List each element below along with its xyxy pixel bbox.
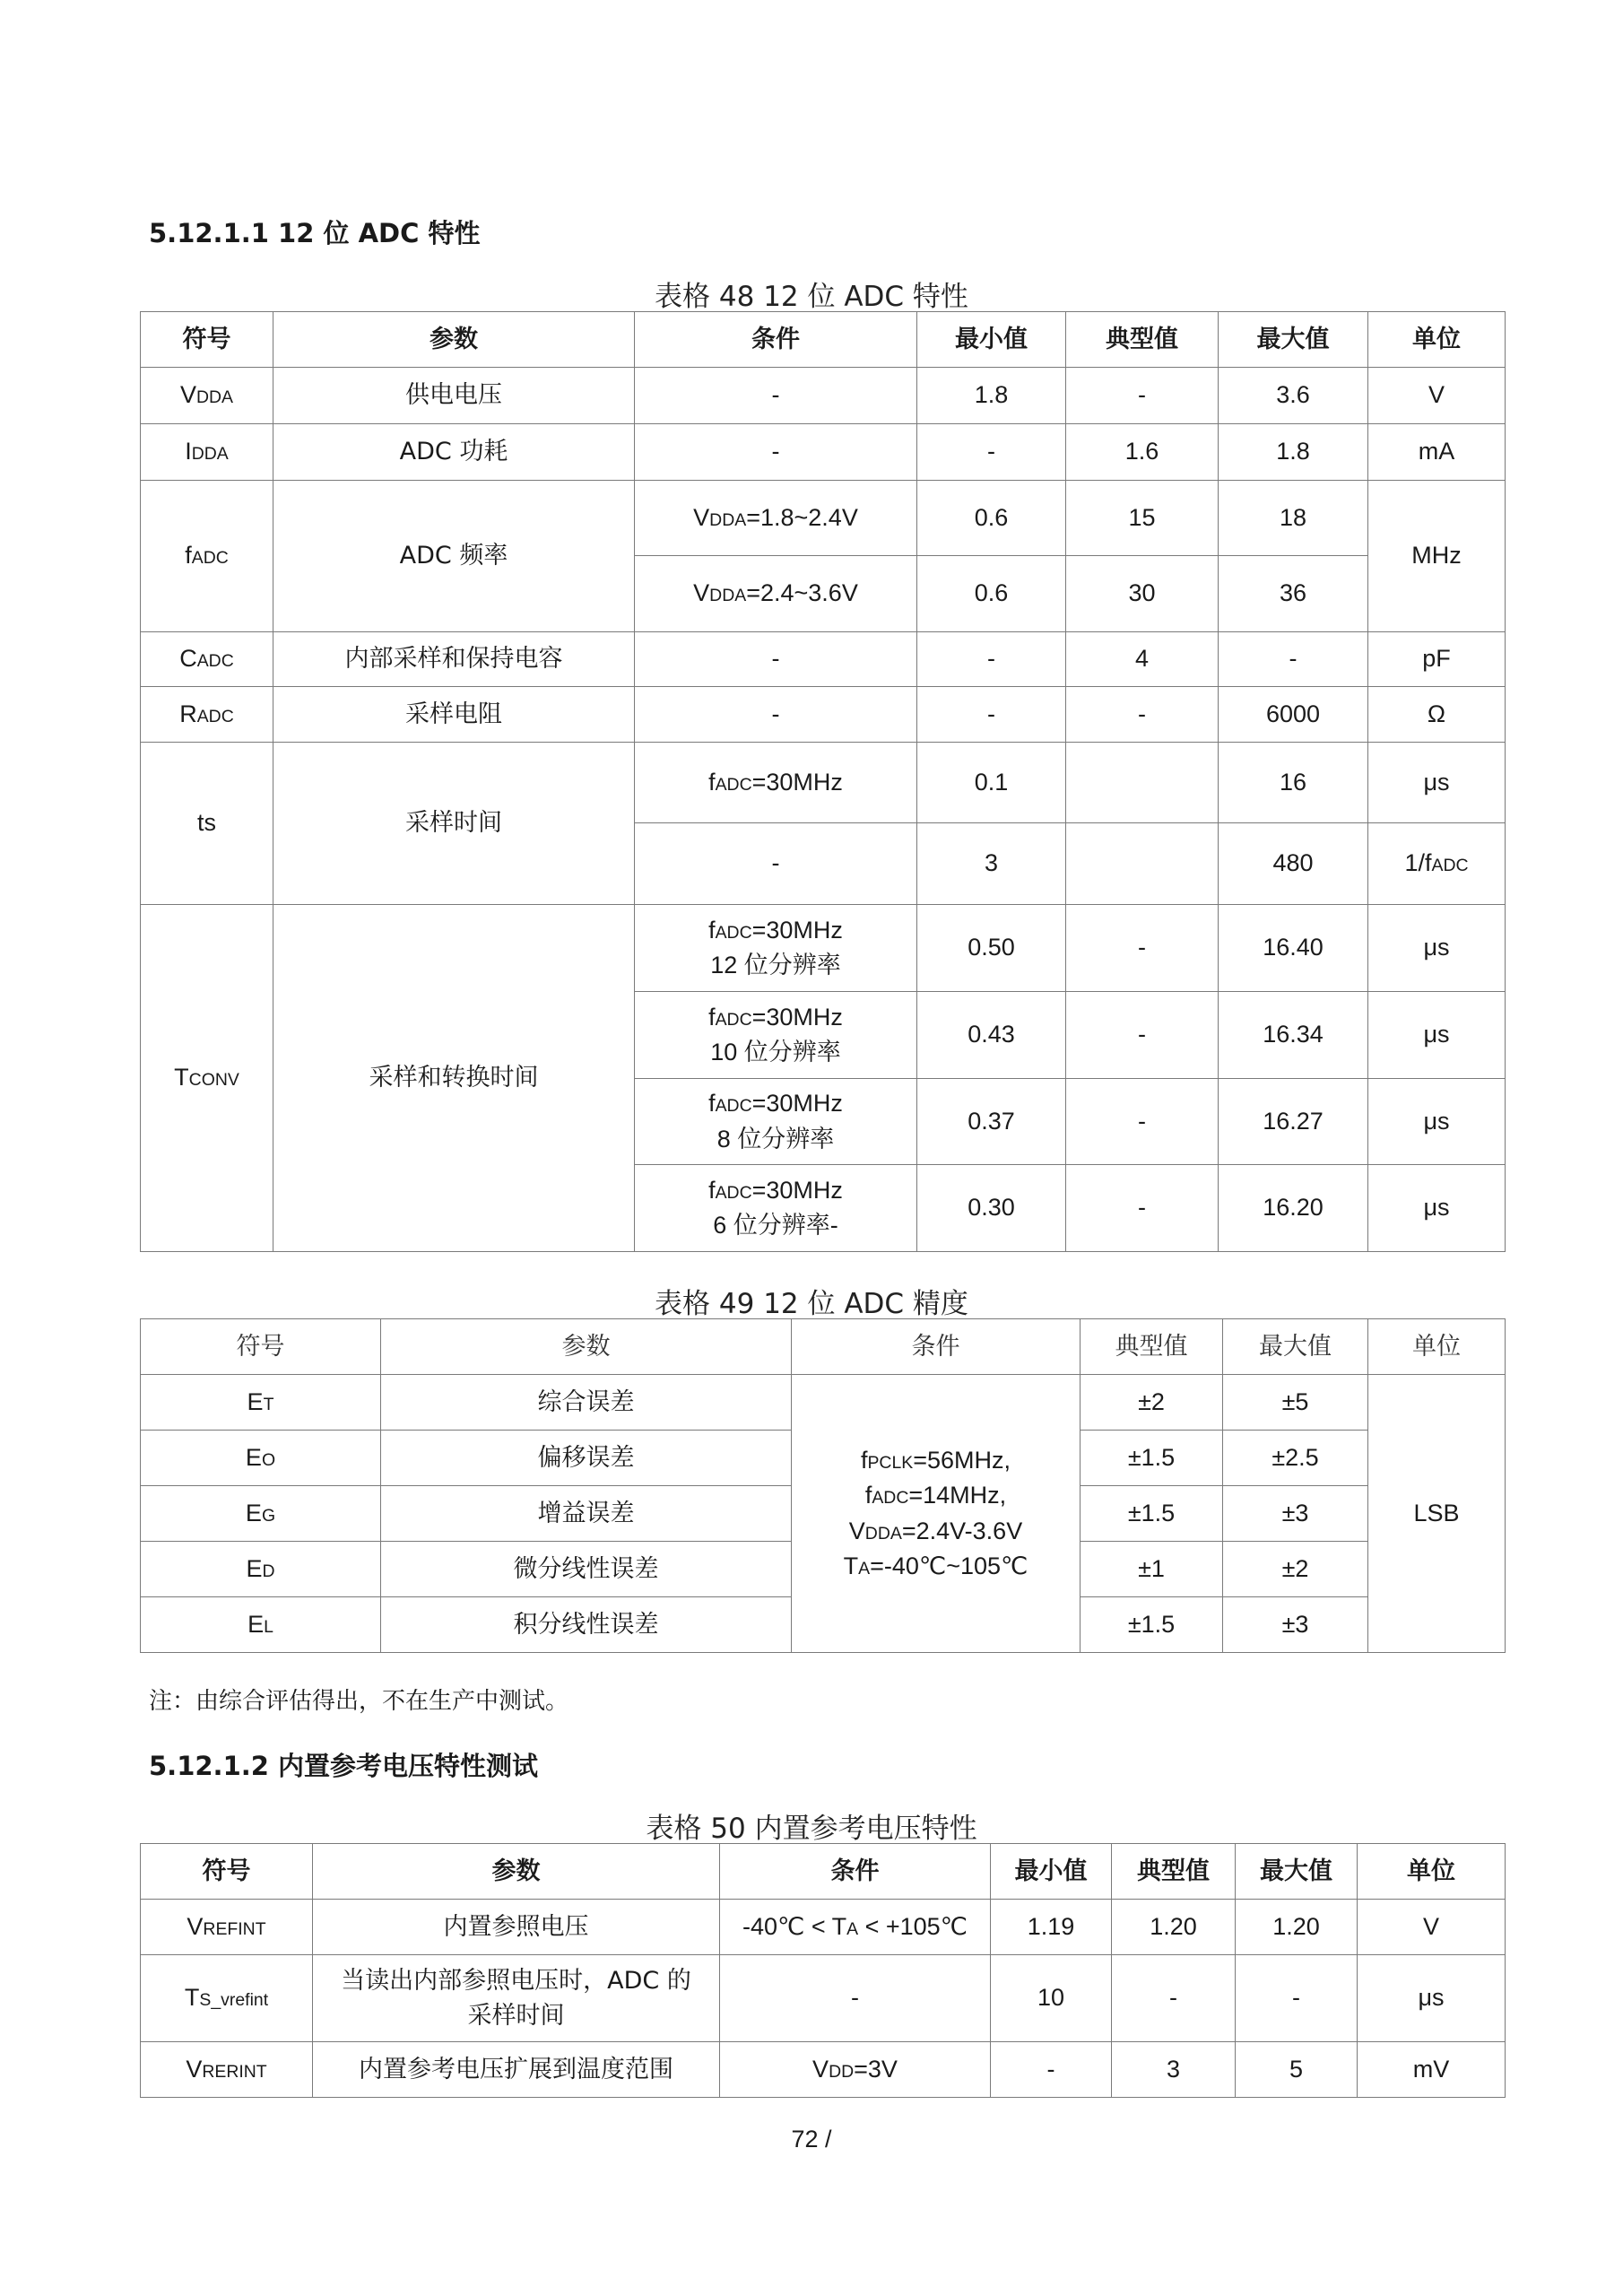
table-row [141,1900,1506,1955]
condition-cell: - [635,424,917,481]
symbol-cell: CADC [141,632,273,687]
typ-cell: ±1.5 [1081,1486,1223,1542]
condition-cell: - [720,1955,991,2042]
min-cell: 0.50 [917,905,1066,992]
condition-cell: -40℃ < TA < +105℃ [720,1900,991,1955]
col-header-condition: 条件 [635,312,917,368]
parameter-cell: 采样时间 [273,743,635,905]
table-note: 注：由综合评估得出，不在生产中测试。 [149,1688,569,1715]
table-row [141,481,1506,556]
condition-cell: fPCLK=56MHz, fADC=14MHz, VDDA=2.4V-3.6V TA=-40℃~105℃ [792,1375,1081,1653]
symbol-cell: VDDA [141,368,273,424]
col-header-condition: 条件 [792,1319,1081,1375]
typ-cell: 15 [1066,481,1219,556]
unit-cell: Ω [1368,687,1506,743]
symbol-cell: fADC [141,481,273,632]
max-cell: 480 [1219,823,1368,905]
page-number: 72 / [791,2126,832,2152]
col-header-unit: 单位 [1368,312,1506,368]
typ-cell: 30 [1066,556,1219,632]
min-cell: 0.37 [917,1079,1066,1165]
max-cell: 1.20 [1236,1900,1358,1955]
typ-cell: 1.6 [1066,424,1219,481]
col-header-parameter: 参数 [313,1844,720,1900]
unit-cell: μs [1358,1955,1506,2042]
typ-cell: 1.20 [1112,1900,1236,1955]
table-49-adc-accuracy [140,1318,1506,1653]
condition-cell: VDD=3V [720,2042,991,2098]
condition-cell: - [635,368,917,424]
unit-cell: LSB [1368,1375,1506,1653]
parameter-cell: 内置参考电压扩展到温度范围 [313,2042,720,2098]
max-cell: 16.20 [1219,1165,1368,1252]
condition-cell: VDDA=2.4~3.6V [635,556,917,632]
unit-cell: mV [1358,2042,1506,2098]
symbol-cell: TS_vrefint [141,1955,313,2042]
typ-cell: - [1066,992,1219,1079]
unit-cell: μs [1368,743,1506,823]
parameter-cell: ADC 频率 [273,481,635,632]
col-header-max: 最大值 [1219,312,1368,368]
max-cell: 16.40 [1219,905,1368,992]
col-header-min: 最小值 [917,312,1066,368]
max-cell: ±3 [1223,1597,1368,1653]
unit-cell: μs [1368,905,1506,992]
max-cell: ±3 [1223,1486,1368,1542]
parameter-cell: 偏移误差 [381,1431,792,1486]
typ-cell [1066,743,1219,823]
max-cell: 16 [1219,743,1368,823]
min-cell: 0.30 [917,1165,1066,1252]
table-row [141,1955,1506,2042]
table-header-row [141,1844,1506,1900]
condition-cell: fADC=30MHz 12 位分辨率 [635,905,917,992]
section-heading-adc: 5.12.1.1 12 位 ADC 特性 [149,218,481,248]
table-row [141,368,1506,424]
parameter-cell: ADC 功耗 [273,424,635,481]
col-header-symbol: 符号 [141,312,273,368]
col-header-typ: 典型值 [1066,312,1219,368]
max-cell: 18 [1219,481,1368,556]
parameter-cell: 积分线性误差 [381,1597,792,1653]
condition-cell: fADC=30MHz 10 位分辨率 [635,992,917,1079]
condition-cell: - [635,823,917,905]
min-cell: 0.6 [917,481,1066,556]
col-header-min: 最小值 [991,1844,1112,1900]
table-row [141,743,1506,823]
condition-cell: fADC=30MHz 6 位分辨率- [635,1165,917,1252]
symbol-cell: ET [141,1375,381,1431]
condition-cell: - [635,687,917,743]
max-cell: ±2.5 [1223,1431,1368,1486]
max-cell: 36 [1219,556,1368,632]
col-header-condition: 条件 [720,1844,991,1900]
condition-cell: VDDA=1.8~2.4V [635,481,917,556]
table-row [141,424,1506,481]
col-header-max: 最大值 [1223,1319,1368,1375]
unit-cell: 1/fADC [1368,823,1506,905]
condition-cell: fADC=30MHz [635,743,917,823]
section-heading-vrefint: 5.12.1.2 内置参考电压特性测试 [149,1751,539,1781]
typ-cell: - [1066,1079,1219,1165]
typ-cell: - [1066,368,1219,424]
unit-cell: μs [1368,1165,1506,1252]
parameter-cell: 增益误差 [381,1486,792,1542]
typ-cell: - [1066,1165,1219,1252]
max-cell: 5 [1236,2042,1358,2098]
max-cell: ±5 [1223,1375,1368,1431]
symbol-cell: IDDA [141,424,273,481]
parameter-cell: 微分线性误差 [381,1542,792,1597]
parameter-cell: 采样电阻 [273,687,635,743]
min-cell: 10 [991,1955,1112,2042]
symbol-cell: ED [141,1542,381,1597]
typ-cell: ±2 [1081,1375,1223,1431]
max-cell: 16.34 [1219,992,1368,1079]
typ-cell: ±1 [1081,1542,1223,1597]
symbol-cell: ts [141,743,273,905]
typ-cell [1066,823,1219,905]
max-cell: 3.6 [1219,368,1368,424]
min-cell: - [917,632,1066,687]
parameter-cell: 内置参照电压 [313,1900,720,1955]
max-cell: - [1236,1955,1358,2042]
max-cell: 16.27 [1219,1079,1368,1165]
typ-cell: ±1.5 [1081,1431,1223,1486]
col-header-symbol: 符号 [141,1844,313,1900]
typ-cell: 3 [1112,2042,1236,2098]
max-cell: - [1219,632,1368,687]
min-cell: - [917,687,1066,743]
col-header-parameter: 参数 [273,312,635,368]
max-cell: ±2 [1223,1542,1368,1597]
parameter-cell: 综合误差 [381,1375,792,1431]
unit-cell: pF [1368,632,1506,687]
unit-cell: μs [1368,992,1506,1079]
symbol-cell: RADC [141,687,273,743]
col-header-typ: 典型值 [1112,1844,1236,1900]
symbol-cell: VREFINT [141,1900,313,1955]
table-50-caption: 表格 50 内置参考电压特性 [646,1813,977,1845]
parameter-cell: 供电电压 [273,368,635,424]
unit-cell: MHz [1368,481,1506,632]
table-row [141,632,1506,687]
typ-cell: 4 [1066,632,1219,687]
condition-cell: - [635,632,917,687]
col-header-unit: 单位 [1358,1844,1506,1900]
col-header-typ: 典型值 [1081,1319,1223,1375]
symbol-cell: TCONV [141,905,273,1252]
col-header-parameter: 参数 [381,1319,792,1375]
min-cell: - [917,424,1066,481]
table-48-caption: 表格 48 12 位 ADC 特性 [655,281,968,313]
table-50-vref-characteristics [140,1843,1506,2098]
symbol-cell: VRERINT [141,2042,313,2098]
table-header-row [141,312,1506,368]
table-row [141,687,1506,743]
table-48-adc-characteristics [140,311,1506,1252]
condition-cell: fADC=30MHz 8 位分辨率 [635,1079,917,1165]
typ-cell: ±1.5 [1081,1597,1223,1653]
parameter-cell: 内部采样和保持电容 [273,632,635,687]
typ-cell: - [1066,687,1219,743]
unit-cell: V [1368,368,1506,424]
col-header-unit: 单位 [1368,1319,1506,1375]
typ-cell: - [1112,1955,1236,2042]
table-row [141,905,1506,992]
min-cell: 3 [917,823,1066,905]
unit-cell: μs [1368,1079,1506,1165]
symbol-cell: EL [141,1597,381,1653]
table-49-caption: 表格 49 12 位 ADC 精度 [655,1288,968,1320]
symbol-cell: EG [141,1486,381,1542]
parameter-cell: 采样和转换时间 [273,905,635,1252]
parameter-cell: 当读出内部参照电压时，ADC 的 采样时间 [313,1955,720,2042]
table-row [141,1375,1506,1431]
typ-cell: - [1066,905,1219,992]
min-cell: 1.19 [991,1900,1112,1955]
symbol-cell: EO [141,1431,381,1486]
min-cell: 0.1 [917,743,1066,823]
max-cell: 6000 [1219,687,1368,743]
max-cell: 1.8 [1219,424,1368,481]
unit-cell: V [1358,1900,1506,1955]
min-cell: 0.43 [917,992,1066,1079]
min-cell: - [991,2042,1112,2098]
col-header-max: 最大值 [1236,1844,1358,1900]
col-header-symbol: 符号 [141,1319,381,1375]
min-cell: 0.6 [917,556,1066,632]
table-header-row [141,1319,1506,1375]
unit-cell: mA [1368,424,1506,481]
table-row [141,2042,1506,2098]
min-cell: 1.8 [917,368,1066,424]
